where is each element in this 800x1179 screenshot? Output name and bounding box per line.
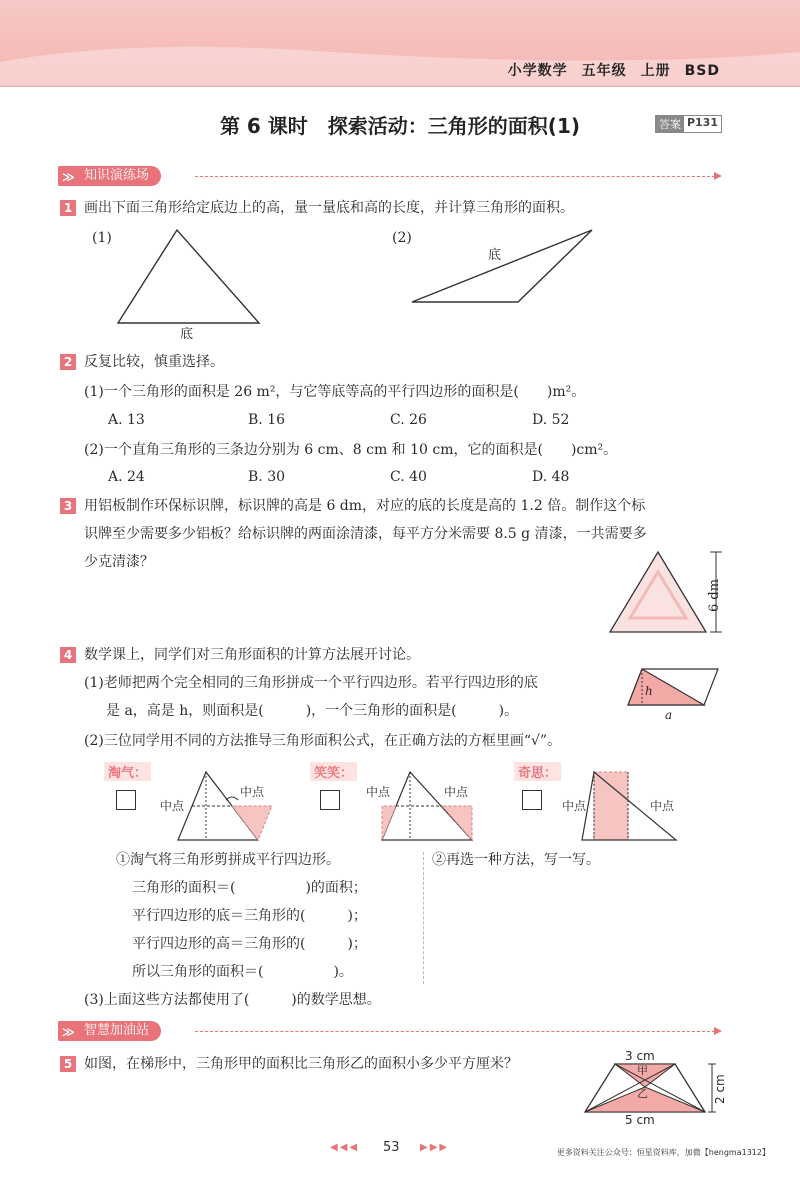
next-arrows-icon: ▶▶▶ [420, 1142, 450, 1153]
q4-text: 数学课上，同学们对三角形面积的计算方法展开讨论。 [84, 647, 420, 663]
q4-left1: ①淘气将三角形剪拼成平行四边形。 [116, 852, 340, 868]
edition: BSD [684, 63, 720, 79]
q2-p2-opt-b[interactable]: B. 30 [248, 469, 286, 485]
subject: 小学数学 [507, 63, 568, 79]
q5-jia: 甲 [637, 1064, 648, 1077]
q2-p2-opt-c[interactable]: C. 40 [390, 469, 427, 485]
q4-left3: 平行四边形的底＝三角形的( )； [132, 908, 367, 924]
q4-p2: (2)三位同学用不同的方法推导三角形面积公式，在正确方法的方框里画“√”。 [84, 733, 562, 749]
q4-left5: 所以三角形的面积＝( )。 [132, 964, 353, 980]
q2-p2-opt-d[interactable]: D. 48 [532, 469, 570, 485]
q1-fig1-label: (1) [92, 230, 112, 246]
q2-p2-opt-a[interactable]: A. 24 [108, 469, 145, 485]
answer-ref[interactable] [655, 115, 722, 133]
q1-triangles[interactable] [0, 220, 800, 360]
q1-fig2-label: (2) [392, 230, 412, 246]
midpoint-label-5: 中点 [562, 799, 587, 813]
q5-text: 如图，在梯形中，三角形甲的面积比三角形乙的面积小多少平方厘米？ [84, 1056, 518, 1072]
q2-p1: (1)一个三角形的面积是 26 m²，与它等底等高的平行四边形的面积是( )m²。 [84, 384, 586, 400]
q4-a-label: a [665, 708, 673, 722]
section-challenge [58, 1020, 161, 1042]
q2-p1-opt-c[interactable]: C. 26 [390, 412, 427, 428]
q2-p1-opt-b[interactable]: B. 16 [248, 412, 286, 428]
section-label-2: ≫ 智慧加油站 [58, 1021, 161, 1041]
lesson-title: 第 6 课时 探索活动：三角形的面积(1) [219, 114, 581, 138]
q5-top-label: 3 cm [625, 1049, 655, 1063]
volume: 上册 [640, 63, 671, 79]
q2-p2: (2)一个直角三角形的三条边分别为 6 cm、8 cm 和 10 cm，它的面积是( )cm²。 [84, 442, 618, 458]
midpoint-label-1: 中点 [160, 799, 185, 813]
q4-left2: 三角形的面积＝( )的面积； [132, 880, 367, 896]
q3-number: 3 [60, 498, 76, 514]
section-end-arrow-icon [714, 172, 722, 180]
page-number: 53 [383, 1140, 400, 1155]
section-practice [58, 165, 161, 187]
q4-p1b: 是 a，高是 h，则面积是( )，一个三角形的面积是( )。 [106, 703, 519, 719]
section-label: ≫ 知识演练场 [58, 166, 161, 186]
q2-p1-opt-a[interactable]: A. 13 [108, 412, 145, 428]
q4-p1a: (1)老师把两个完全相同的三角形拼成一个平行四边形。若平行四边形的底 [84, 675, 538, 691]
q5-bottom-label: 5 cm [625, 1113, 655, 1127]
q4-p3: (3)上面这些方法都使用了( )的数学思想。 [84, 992, 381, 1008]
midpoint-label-4: 中点 [444, 785, 469, 799]
answer-page: P131 [686, 116, 718, 129]
q1-number: 1 [60, 200, 76, 216]
q1-base-label-1: 底 [180, 327, 194, 342]
q3-line2: 识牌至少需要多少铝板？给标识牌的两面涂清漆，每平方分米需要 8.5 g 清漆，一共需要多 [84, 526, 647, 542]
column-divider [423, 852, 424, 984]
q4-right1: ②再选一种方法，写一写。 [432, 852, 600, 868]
q4-left4: 平行四边形的高＝三角形的( )； [132, 936, 367, 952]
checkbox-taoqi[interactable] [116, 790, 136, 810]
header-band [0, 0, 800, 86]
q3-line1: 用铝板制作环保标识牌，标识牌的高是 6 dm，对应的底的长度是高的 1.2 倍。制作这个标 [84, 498, 646, 514]
midpoint-label-6: 中点 [650, 799, 675, 813]
midpoint-label-3: 中点 [366, 785, 391, 799]
q5-height-label: 2 cm [713, 1074, 727, 1104]
q1-text: 画出下面三角形给定底边上的高，量一量底和高的长度，并计算三角形的面积。 [84, 200, 574, 216]
q3-height-label: 6 dm [707, 578, 722, 612]
q4-h-label: h [645, 684, 653, 698]
section-end-arrow-icon-2 [714, 1027, 722, 1035]
q5-yi: 乙 [637, 1087, 648, 1100]
section-dashed-line [195, 176, 715, 177]
double-arrow-icon: ≫ [62, 170, 75, 184]
double-arrow-icon: ≫ [62, 1025, 75, 1039]
method-taoqi: 淘气： [104, 762, 151, 781]
answer-label: 答案 [656, 116, 684, 132]
q3-line3: 少克清漆？ [84, 554, 154, 570]
promo-text: 更多资料关注公众号：恒星资料库，加微【hengma1312】 [556, 1148, 770, 1157]
q2-text: 反复比较，慎重选择。 [84, 354, 224, 370]
q4-number: 4 [60, 647, 76, 663]
q1-base-label-2: 底 [488, 248, 502, 263]
prev-arrows-icon: ◀◀◀ [330, 1142, 360, 1153]
q2-p1-opt-d[interactable]: D. 52 [532, 412, 570, 428]
q2-number: 2 [60, 354, 76, 370]
grade: 五年级 [581, 63, 627, 79]
midpoint-label-2: 中点 [240, 785, 265, 799]
method-xiaoxiao: 笑笑： [310, 762, 357, 781]
q4-parallelogram [628, 667, 728, 717]
section-dashed-line-2 [195, 1031, 715, 1032]
q5-number: 5 [60, 1056, 76, 1072]
header-divider [0, 86, 800, 87]
grade-info [494, 60, 720, 80]
method-qisi: 奇思： [514, 762, 561, 781]
